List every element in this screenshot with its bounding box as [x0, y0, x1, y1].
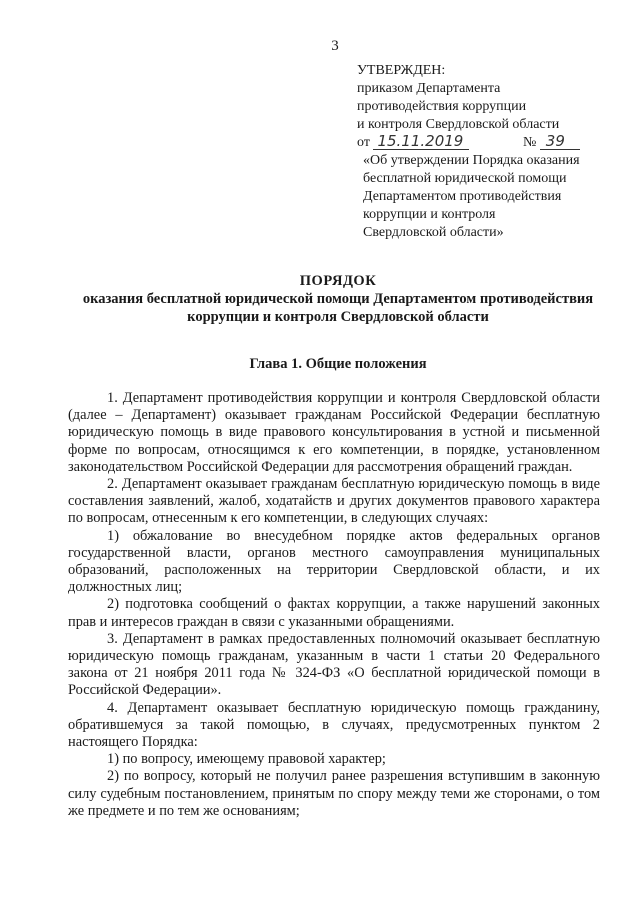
order-title-line: Свердловской области» [363, 225, 504, 240]
title-line-subtitle: коррупции и контроля Свердловской области [187, 309, 489, 325]
approval-stamp-block [357, 62, 607, 242]
paragraph: 2. Департамент оказывает гражданам бесплатную юридическую помощь в виде составления заявлений, жалоб, ходатайств и других документов правового характера по вопросам, отнесенным к его компетенции, в следующих случаях: [68, 476, 600, 527]
paragraph: 1) по вопросу, имеющему правовой характер; [107, 751, 386, 768]
handwritten-order-number: 39 [540, 134, 580, 150]
paragraph: 3. Департамент в рамках предоставленных полномочий оказывает бесплатную юридическую помощь гражданам, указанным в части 1 статьи 20 Федерального закона от 21 ноября 2011 года № 324-ФЗ «О бесплатной юридической помощи в Российской Федерации». [68, 630, 600, 699]
handwritten-date: 15.11.2019 [373, 134, 469, 150]
chapter-heading: Глава 1. Общие положения [249, 356, 427, 372]
paragraph: 1. Департамент противодействия коррупции и контроля Свердловской области (далее – Департамент) оказывает гражданам Российской Федерации бесплатную юридическую помощь в виде правового консультирования в устной и письменной форме по вопросам, относящимся к его компетенции, в порядке, установленном законодательством Российской Федерации для рассмотрения обращений граждан. [68, 390, 600, 475]
document-title [62, 272, 614, 326]
approval-line: приказом Департамента [357, 81, 501, 96]
number-sign: № [522, 135, 537, 150]
paragraph: 1) обжалование во внесудебном порядке актов федеральных органов государственной власти, органов местного самоуправления муниципальных образований, расположенных на территории Свердловской области, и их должностных лиц; [68, 527, 600, 596]
approval-line: противодействия коррупции [357, 99, 527, 114]
paragraph: 2) подготовка сообщений о фактах коррупции, а также нарушений законных прав и интересов граждан в связи с указанными обращениями. [68, 596, 600, 630]
order-title-line: «Об утверждении Порядка оказания [363, 153, 580, 168]
order-title [357, 152, 607, 242]
approval-heading: УТВЕРЖДЕН: [357, 63, 446, 78]
paragraph: 2) по вопросу, который не получил ранее разрешения вступившим в законную силу судебным постановлением, принятым по спору между теми же сторонами, о том же предмете и по тем же основаниям; [68, 768, 600, 819]
order-title-line: бесплатной юридической помощи [363, 171, 567, 186]
document-body [68, 390, 600, 820]
page-number: 3 [331, 38, 339, 54]
title-line-subtitle: оказания бесплатной юридической помощи Департаментом противодействия [82, 291, 594, 307]
date-prefix: от [357, 135, 370, 150]
title-line-main: ПОРЯДОК [299, 273, 377, 289]
order-title-line: Департаментом противодействия [363, 189, 562, 204]
paragraph: 4. Департамент оказывает бесплатную юридическую помощь гражданину, обратившемуся за такой помощью, в случаях, предусмотренных пунктом 2 настоящего Порядка: [68, 699, 600, 751]
approval-date-line [357, 134, 607, 152]
approval-line: и контроля Свердловской области [357, 117, 560, 132]
order-title-line: коррупции и контроля [363, 207, 496, 222]
